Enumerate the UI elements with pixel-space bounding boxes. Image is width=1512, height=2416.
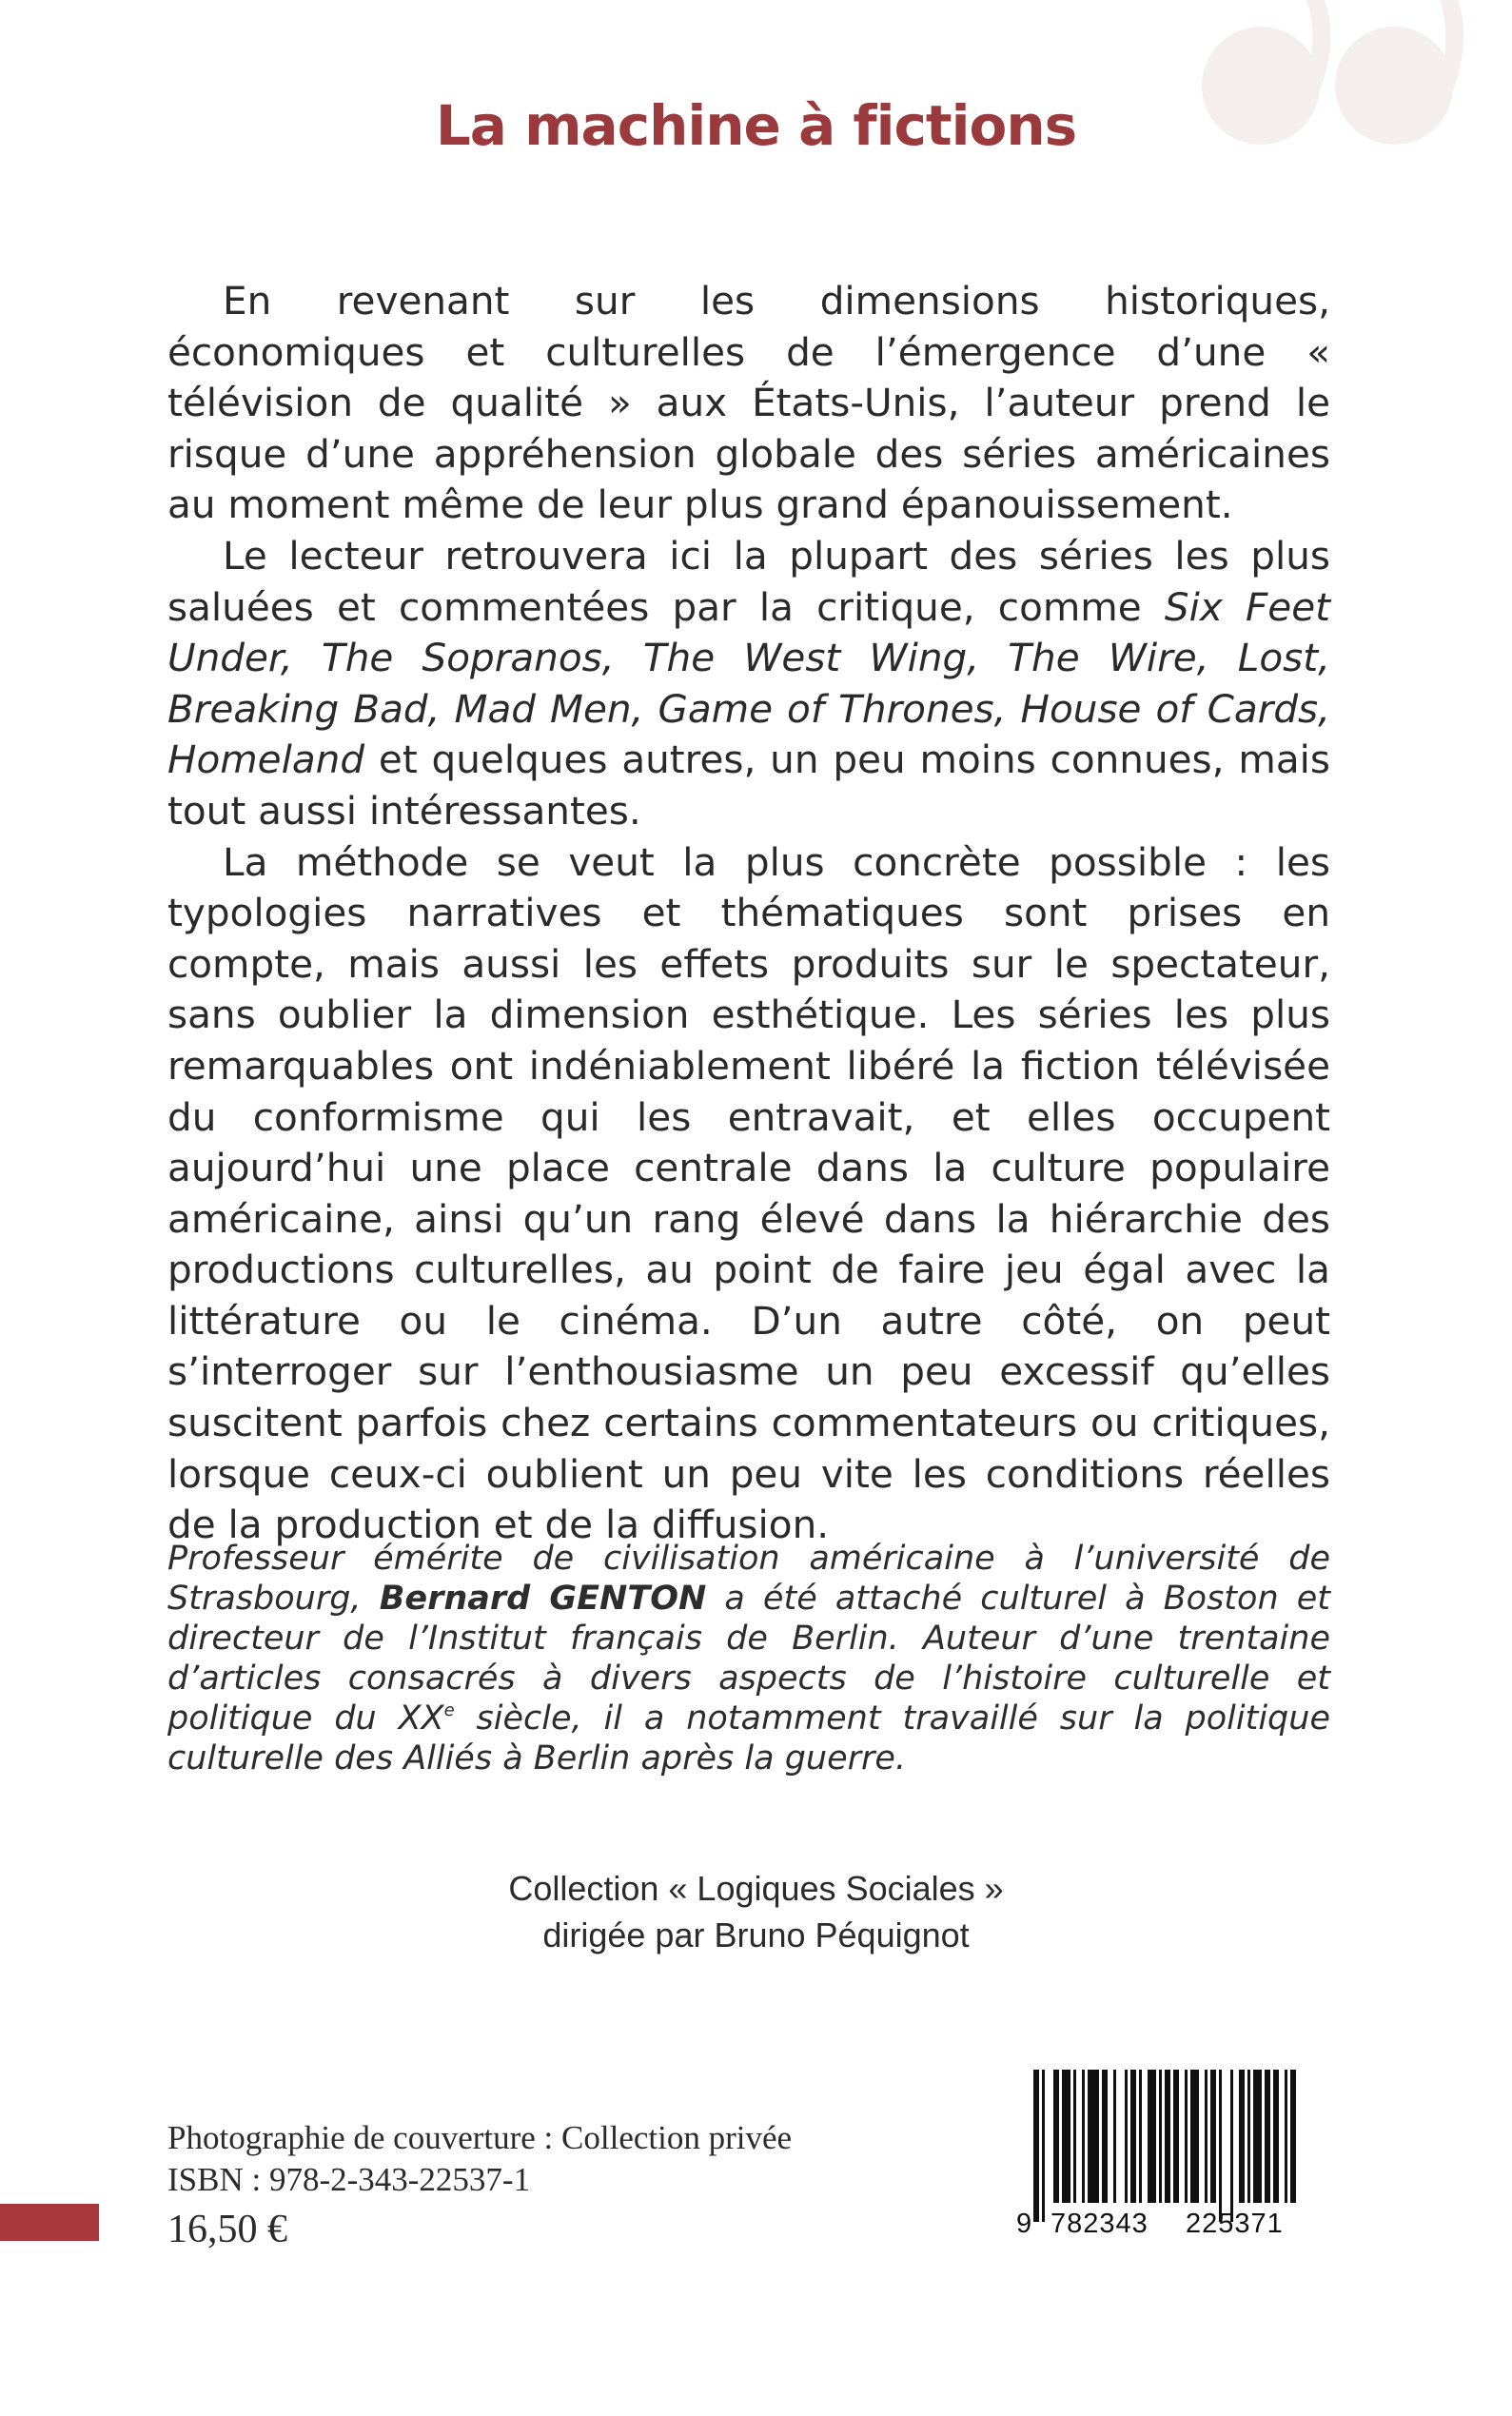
barcode-bars-icon [1033, 2070, 1304, 2222]
barcode-left-group: 782343 [1051, 2209, 1149, 2239]
series-titles: Six Feet Under, The Sopranos, The West Wing, The Wire, Lost, Breaking Bad, Mad Men, Game of Thrones, House of Cards, Homeland [167, 583, 1331, 783]
barcode-bar [1253, 2070, 1262, 2203]
isbn: ISBN : 978-2-343-22537-1 [167, 2161, 531, 2198]
barcode-bar [1082, 2070, 1085, 2203]
photo-credit: Photographie de couverture : Collection privée [167, 2119, 793, 2156]
barcode-bar [1113, 2070, 1116, 2203]
barcode-bar [1125, 2070, 1128, 2203]
summary-paragraph-2-outro: et quelques autres, un peu moins connues, mais tout aussi intéressantes. [167, 737, 1330, 834]
summary-paragraph-3: La méthode se veut la plus concrète possible : les typologies narratives et thématiques sont prises en compte, mais aussi les effets produits sur le spectateur, sans oublier la dimension esthétique. Les séries les plus remarquables ont indéniablement libéré la fiction télévisée du conformisme qui les entravait, et elles occupent aujourd’hui une place centrale dans la culture populaire américaine, ainsi qu’un rang élevé dans la hiérarchie des productions culturelles, au point de faire jeu égal avec la littérature ou le cinéma. D’un autre côté, on peut s’interroger sur l’enthousiasme un peu excessif qu’elles suscitent parfois chez certains commentateurs ou critiques, lorsque ceux-ci oublient un peu vite les conditions réelles de la production et de la diffusion. [167, 838, 1330, 1548]
bio-intro: Professeur émérite de civilisation américaine à l’université de Strasbourg, [167, 1540, 1330, 1618]
barcode-bar [1148, 2070, 1156, 2203]
barcode-bar [1073, 2070, 1076, 2203]
barcode-bar [1139, 2070, 1142, 2203]
publication-credits [167, 2117, 792, 2256]
book-title: La machine à fictions [435, 93, 1077, 158]
barcode-bar [1033, 2070, 1039, 2222]
barcode-bar [1219, 2070, 1222, 2222]
barcode-digits [1016, 2209, 1319, 2241]
barcode-right-group: 225371 [1186, 2209, 1284, 2239]
author-name: Bernard GENTON [379, 1580, 707, 1618]
barcode-bar [1062, 2070, 1070, 2203]
collection-name: Collection « Logiques Sociales » [508, 1869, 1004, 1908]
summary-paragraph-2-intro: Le lecteur retrouvera ici la plupart des séries les plus saluées et commentées par la critique, comme [167, 532, 1330, 630]
barcode-bar [1165, 2070, 1170, 2203]
collection-director: dirigée par Bruno Péquignot [542, 1915, 970, 1954]
barcode-first-digit: 9 [1016, 2209, 1032, 2239]
barcode-bar [1265, 2070, 1270, 2203]
barcode-bar [1102, 2070, 1108, 2203]
barcode [1016, 2070, 1319, 2239]
barcode-bar [1210, 2070, 1216, 2203]
barcode-bar [1088, 2070, 1099, 2203]
bio-middle: a été attaché culturel à Boston et directeur de l’Institut français de Berlin. Auteur d’une trentaine d’articles consacrés à divers aspects de l’histoire culturelle et politique du XX [167, 1580, 1331, 1738]
century-superscript: e [443, 1700, 455, 1720]
barcode-bar [1185, 2070, 1188, 2203]
barcode-bar [1290, 2070, 1296, 2203]
summary-paragraph-1: En revenant sur les dimensions historiques, économiques et culturelles de l’émergence d’une « télévision de qualité » aux États-Unis, l’auteur prend le risque d’une appréhension globale des séries américaines au moment même de leur plus grand épanouissement. [167, 278, 1330, 528]
barcode-bar [1190, 2070, 1199, 2203]
bio-end: siècle, il a notamment travaillé sur la politique culturelle des Alliés à Berlin après la guerre. [167, 1699, 1330, 1778]
barcode-bar [1053, 2070, 1059, 2203]
barcode-bar [1239, 2070, 1245, 2203]
price: 16,50 € [167, 2208, 287, 2251]
author-bio [167, 1539, 1330, 1778]
barcode-bar [1159, 2070, 1162, 2203]
barcode-bar [1042, 2070, 1045, 2222]
barcode-bar [1273, 2070, 1279, 2203]
book-summary [167, 276, 1330, 1551]
barcode-bar [1285, 2070, 1287, 2203]
barcode-bar [1130, 2070, 1136, 2203]
summary-paragraph-2 [167, 531, 1330, 837]
barcode-bar [1173, 2070, 1179, 2203]
accent-bar [0, 2204, 99, 2241]
collection-info [0, 1865, 1512, 1958]
barcode-bar [1230, 2070, 1233, 2222]
barcode-bar [1247, 2070, 1250, 2203]
barcode-bar [1205, 2070, 1208, 2203]
